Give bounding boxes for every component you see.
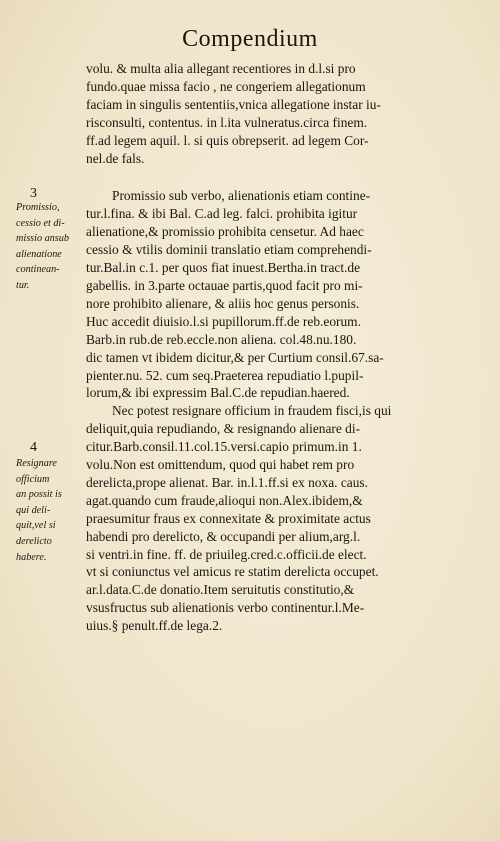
text-line: Nec potest resignare officium in fraudem fisci,is qui: [112, 403, 392, 419]
margin-note-line: an possit is: [16, 489, 62, 501]
text-line: citur.Barb.consil.11.col.15.versi.capio primum.in 1.: [86, 439, 362, 455]
running-head: Compendium: [182, 26, 318, 52]
margin-note-line: Resignare: [16, 458, 57, 469]
text-line: tur.Bal.in c.1. per quos fiat inuest.Bertha.in tract.de: [86, 260, 361, 276]
text-line: si ventri.in fine. ff. de priuileg.cred.c.officii.de elect.: [86, 546, 367, 562]
text-line: volu.Non est omittendum, quod qui habet rem pro: [86, 457, 355, 473]
text-line: praesumitur fraus ex connexitate & proximitate actus: [86, 510, 371, 526]
text-line: vt si coniunctus vel amicus re statim derelicta occupet.: [86, 564, 379, 580]
text-line: Promissio sub verbo, alienationis etiam contine-: [112, 188, 371, 204]
margin-note-line: Promissio,: [16, 202, 60, 213]
margin-note-line: alienatione: [16, 248, 62, 260]
paragraph-3: [86, 187, 470, 402]
margin-note-line: quit,vel si: [16, 520, 56, 532]
text-line: volu. & multa alia allegant recentiores in d.l.si pro: [86, 61, 356, 76]
margin-note-line: missio ansub: [16, 233, 69, 245]
text-line: faciam in singulis sententiis,vnica allegatione instar iu-: [86, 96, 381, 112]
text-line: dic tamen vt ibidem dicitur,& per Curtium consil.67.sa-: [86, 349, 384, 365]
text-line: alienatione,& promissio prohibita censetur. Ad haec: [86, 224, 364, 240]
text-line: tur.l.fina. & ibi Bal. C.ad leg. falci. prohibita igitur: [86, 206, 358, 222]
margin-note-line: habere.: [16, 551, 47, 563]
margin-note-line: officium: [16, 473, 50, 485]
text-line: risconsulti, contentus. in l.ita vulneratus.circa finem.: [86, 114, 368, 130]
margin-note-line: qui deli-: [16, 504, 51, 516]
text-line: Barb.in rub.de reb.eccle.non aliena. col.48.nu.180.: [86, 331, 357, 347]
text-line: fundo.quae missa facio , ne congeriem allegationum: [86, 78, 366, 94]
text-line: lorum,& ibi expressim Bal.C.de repudian.haered.: [86, 385, 350, 401]
margin-note-line: tur.: [16, 279, 30, 291]
margin-note-line: derelicto: [16, 535, 52, 547]
text-line: ar.l.data.C.de donatio.Item seruitutis constitutio,&: [86, 582, 355, 598]
section-number-4: 4: [30, 440, 37, 455]
paragraph-4: [86, 402, 470, 635]
text-line: uius.§ penult.ff.de lega.2.: [86, 618, 223, 634]
text-line: agat.quando cum fraude,alioqui non.Alex.ibidem,&: [86, 492, 363, 508]
text-line: nore prohibito alienare, & aliis hoc genus personis.: [86, 295, 360, 311]
text-line: gabellis. in 3.parte octauae partis,quod facit pro mi-: [86, 277, 363, 293]
margin-note-4: [16, 456, 86, 565]
margin-note-3: [16, 200, 86, 294]
text-line: ff.ad legem aquil. l. si quis obrepserit. ad legem Cor-: [86, 132, 369, 148]
text-line: vsusfructus sub alienationis verbo continentur.l.Me-: [86, 600, 365, 616]
text-line: nel.de fals.: [86, 150, 145, 166]
text-line: pienter.nu. 52. cum seq.Praeterea repudiatio l.pupil-: [86, 367, 364, 383]
section-number-3: 3: [30, 186, 37, 201]
paragraph-1: [86, 60, 470, 167]
text-line: derelicta,prope alienat. Bar. in.l.1.ff.si ex noxa. caus.: [86, 474, 368, 490]
text-line: cessio & vtilis dominii translatio etiam comprehendi-: [86, 242, 372, 258]
margin-note-line: continean-: [16, 264, 60, 276]
text-line: Huc accedit diuisio.l.si pupillorum.ff.de reb.eorum.: [86, 313, 361, 329]
text-line: deliquit,quia repudiando, & resignando alienare di-: [86, 421, 361, 437]
text-line: habendi pro derelicto, & occupandi per alium,arg.l.: [86, 528, 361, 544]
main-text: [86, 60, 470, 635]
margin-note-line: cessio et di-: [16, 217, 65, 229]
